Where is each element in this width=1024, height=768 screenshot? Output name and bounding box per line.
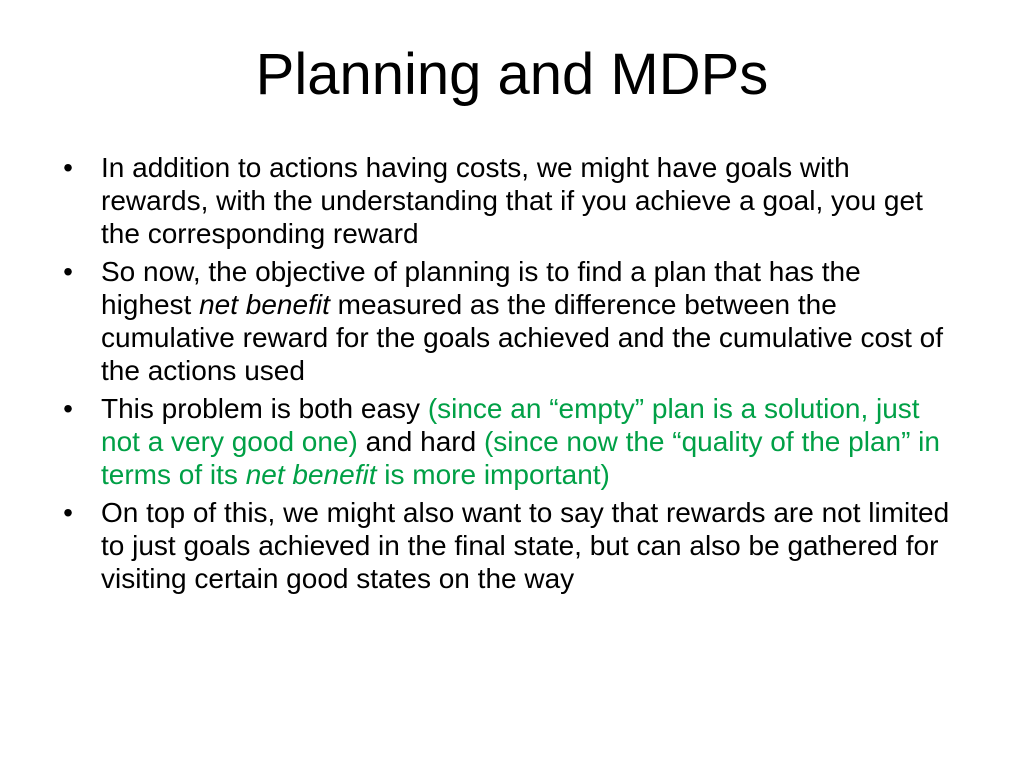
bullet-icon: • xyxy=(63,152,73,183)
bullet-item-2 xyxy=(58,255,958,387)
bullet-text-part: This problem is both easy xyxy=(101,393,428,424)
bullet-text: On top of this, we might also want to say that rewards are not limited to just goals achieved in the final state, but can also be gathered for visiting certain good states on the way xyxy=(101,497,950,594)
bullet-icon: • xyxy=(63,256,73,287)
bullet-item-1 xyxy=(58,151,958,250)
slide-title: Planning and MDPs xyxy=(255,42,769,107)
bullet-text-part: So now, the objective of planning is to find a plan that has the highest xyxy=(101,256,861,320)
bullet-text-part: measured as the difference between the cumulative reward for the goals achieved and the cumulative cost of the actions used xyxy=(101,289,944,386)
green-note: (since now the “quality of the plan” in terms of its xyxy=(101,426,940,490)
bullet-item-4 xyxy=(58,496,958,595)
bullet-icon: • xyxy=(63,497,73,528)
green-note: is more important) xyxy=(376,459,610,490)
bullet-text: In addition to actions having costs, we might have goals with rewards, with the understanding that if you achieve a goal, you get the corresponding reward xyxy=(101,152,923,249)
bullet-list xyxy=(58,151,958,600)
bullet-text-part: and hard xyxy=(357,426,484,457)
bullet-item-3 xyxy=(58,392,958,491)
bullet-icon: • xyxy=(63,393,73,424)
green-emphasis-text: net benefit xyxy=(245,459,377,490)
green-note: (since an “empty” plan is a solution, just not a very good one) xyxy=(101,393,920,457)
emphasis-text: net benefit xyxy=(199,289,330,320)
